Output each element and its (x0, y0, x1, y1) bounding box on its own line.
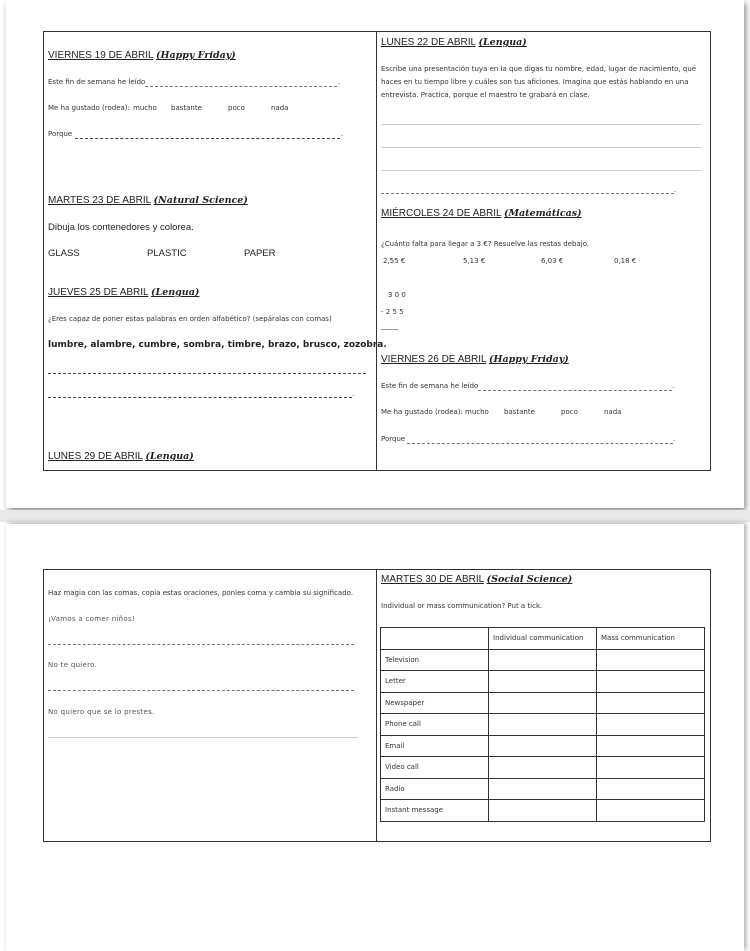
viernes26-read-line (478, 390, 672, 391)
row-label: Radio (381, 778, 489, 800)
viernes19-option-mucho: mucho (133, 104, 157, 112)
viernes26-rating-label: Me ha gustado (rodea): (381, 408, 463, 416)
container-plastic: PLASTIC (147, 248, 187, 259)
martes23-header: MARTES 23 DE ABRIL (Natural Science) (48, 195, 248, 206)
martes23-instruction: Dibuja los contenedores y colorea. (48, 222, 194, 233)
lunes22-text-line-1: Escribe una presentación tuya en la que digas tu nombre, edad, lugar de nacimiento, qué (381, 65, 697, 73)
page1-table (43, 31, 711, 471)
tick-cell-individual[interactable] (489, 671, 597, 693)
sentence-2: No te quiero. (48, 661, 98, 669)
viernes26-porque-line (407, 443, 673, 444)
tick-cell-mass[interactable] (597, 692, 705, 714)
viernes26-porque-tail: . (673, 435, 676, 443)
tick-cell-mass[interactable] (597, 671, 705, 693)
row-label: Instant message (381, 800, 489, 822)
table-row (381, 735, 705, 757)
container-glass: GLASS (48, 248, 80, 259)
tick-cell-mass[interactable] (597, 714, 705, 736)
tick-cell-mass[interactable] (597, 757, 705, 779)
table-row (381, 692, 705, 714)
header-empty-cell (381, 628, 489, 650)
amount-4: 0,18 € (614, 257, 637, 265)
lunes22-text-line-2: haces en tu tiempo libre y cuáles son tus aficiones. Imagina que estás hablando en una (381, 78, 689, 86)
lunes22-header: LUNES 22 DE ABRIL (Lengua) (381, 37, 527, 48)
row-label: Newspaper (381, 692, 489, 714)
page-gap (0, 510, 750, 522)
tick-cell-individual[interactable] (489, 714, 597, 736)
table-row (381, 800, 705, 822)
viernes19-porque-label: Porque (48, 130, 73, 138)
tick-cell-individual[interactable] (489, 735, 597, 757)
row-label: Phone call (381, 714, 489, 736)
sentence-1: ¡Vamos a comer niños! (48, 615, 136, 623)
viernes19-header: VIERNES 19 DE ABRIL (Happy Friday) (48, 50, 236, 61)
amount-2: 5,13 € (463, 257, 486, 265)
viernes26-porque-label: Porque (381, 435, 406, 443)
amount-3: 6,03 € (541, 257, 564, 265)
viernes26-option-bastante: bastante (504, 408, 535, 416)
row-label: Email (381, 735, 489, 757)
communication-table (380, 627, 705, 822)
subtraction-minuend: 3 0 0 (388, 291, 406, 299)
tick-cell-individual[interactable] (489, 649, 597, 671)
header-individual: Individual communication (489, 628, 597, 650)
subtraction-subtrahend: - 2 5 5 (381, 308, 404, 316)
viernes19-option-nada: nada (271, 104, 289, 112)
sentence-3-line (48, 737, 358, 738)
viernes19-porque-tail: . (341, 130, 344, 138)
viernes19-read-label: Este fin de semana he leído (48, 78, 146, 86)
jueves25-answer-line-1 (48, 373, 366, 374)
miercoles24-question: ¿Cuánto falta para llegar a 3 €? Resuelve las restas debajo. (381, 240, 590, 248)
page2-divider (376, 569, 377, 841)
tick-cell-mass[interactable] (597, 735, 705, 757)
page1-divider (376, 31, 377, 470)
lunes22-answer-line-2 (381, 147, 701, 148)
row-label: Television (381, 649, 489, 671)
table-row (381, 671, 705, 693)
lunes22-answer-line-3 (381, 170, 701, 171)
martes30-question: Individual or mass communication? Put a tick. (381, 602, 543, 610)
commas-instruction: Haz magia con las comas, copia estas oraciones, ponles coma y cambia su significado. (48, 589, 354, 597)
tick-cell-individual[interactable] (489, 692, 597, 714)
viernes26-read-label: Este fin de semana he leído (381, 382, 479, 390)
table-row (381, 714, 705, 736)
jueves25-words: lumbre, alambre, cumbre, sombra, timbre, brazo, brusco, zozobra. (48, 340, 387, 350)
jueves25-header: JUEVES 25 DE ABRIL (Lengua) (48, 287, 200, 298)
viernes26-option-poco: poco (561, 408, 578, 416)
jueves25-tail: . (352, 390, 355, 398)
row-label: Video call (381, 757, 489, 779)
container-paper: PAPER (244, 248, 276, 259)
tick-cell-individual[interactable] (489, 778, 597, 800)
table-row (381, 778, 705, 800)
lunes29-header: LUNES 29 DE ABRIL (Lengua) (48, 451, 194, 462)
viernes19-read-tail: . (338, 78, 341, 86)
viernes26-read-tail: . (672, 382, 675, 390)
martes30-header: MARTES 30 DE ABRIL (Social Science) (381, 574, 573, 585)
tick-cell-mass[interactable] (597, 649, 705, 671)
table-header-row (381, 628, 705, 650)
lunes22-answer-line-1 (381, 124, 701, 125)
table-row (381, 757, 705, 779)
tick-cell-individual[interactable] (489, 757, 597, 779)
viernes26-option-nada: nada (604, 408, 622, 416)
miercoles24-header: MIÉRCOLES 24 DE ABRIL (Matemáticas) (381, 208, 582, 219)
viernes19-read-line (145, 86, 337, 87)
subtraction-line: _____ (381, 322, 399, 330)
sentence-3: No quiero que se lo prestes. (48, 708, 155, 716)
lunes22-text-line-3: entrevista. Practica, porque el maestro te grabará en clase. (381, 91, 590, 99)
viernes19-rating-label: Me ha gustado (rodea): (48, 104, 130, 112)
lunes22-tail: . (674, 186, 677, 194)
jueves25-answer-line-2 (48, 397, 352, 398)
header-mass: Mass communication (597, 628, 705, 650)
tick-cell-individual[interactable] (489, 800, 597, 822)
table-row (381, 649, 705, 671)
sentence-2-line (48, 690, 354, 691)
viernes19-option-poco: poco (228, 104, 245, 112)
viernes26-option-mucho: mucho (465, 408, 489, 416)
lunes22-answer-line-4 (381, 193, 674, 194)
viernes26-header: VIERNES 26 DE ABRIL (Happy Friday) (381, 354, 569, 365)
sentence-1-line (48, 644, 354, 645)
row-label: Letter (381, 671, 489, 693)
tick-cell-mass[interactable] (597, 778, 705, 800)
viernes19-porque-line (75, 138, 340, 139)
amount-1: 2,55 € (383, 257, 406, 265)
viernes19-option-bastante: bastante (171, 104, 202, 112)
jueves25-instruction: ¿Eres capaz de poner estas palabras en orden alfabético? (sepáralas con comas) (48, 315, 332, 323)
tick-cell-mass[interactable] (597, 800, 705, 822)
